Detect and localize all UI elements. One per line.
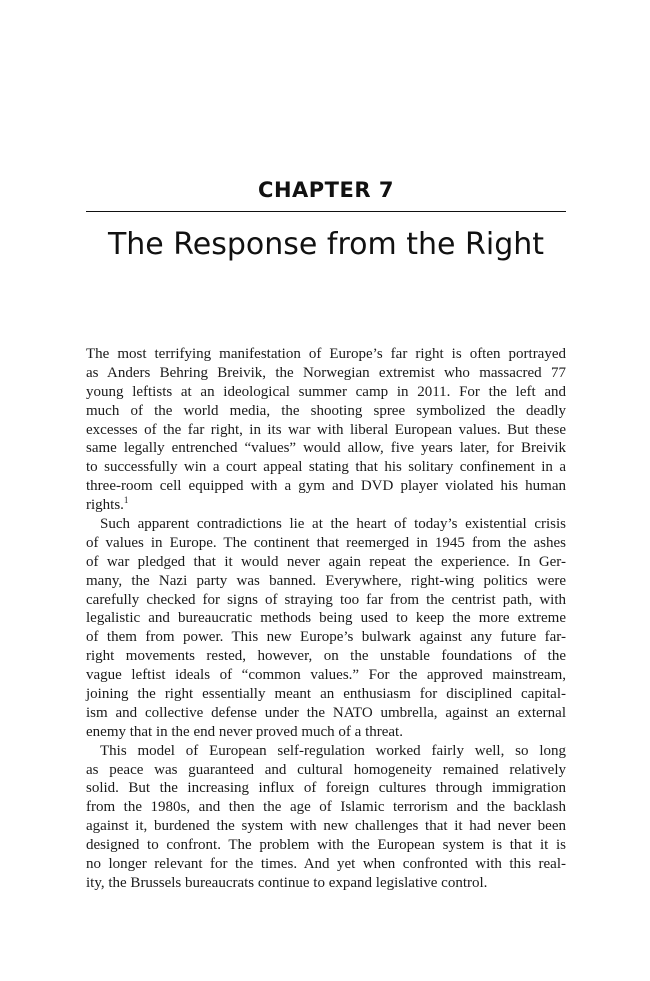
text-line: to successfully win a court appeal stating that his solitary confinement in a	[86, 459, 566, 476]
text-line: right movements rested, however, on the unstable foundations of the	[86, 648, 566, 665]
text-line: of values in Europe. The continent that reemerged in 1945 from the ashes	[86, 534, 566, 551]
text-line: joining the right essentially meant an enthusiasm for disciplined capital-	[86, 686, 566, 703]
text-line: from the 1980s, and then the age of Islamic terrorism and the backlash	[86, 799, 566, 816]
text-line: This model of European self-regulation worked fairly well, so long	[100, 742, 566, 759]
text-line: legalistic and bureaucratic methods being used to keep the more extreme	[86, 610, 566, 627]
text-line: no longer relevant for the times. And yet when confronted with this real-	[86, 856, 566, 873]
text-line-content: rights.	[86, 497, 124, 514]
text-line: as peace was guaranteed and cultural homogeneity remained relatively	[86, 761, 566, 778]
paragraph-1	[86, 345, 566, 515]
text-line: The most terrifying manifestation of Europe’s far right is often portrayed	[86, 346, 566, 362]
text-line: designed to confront. The problem with the European system is that it is	[86, 837, 566, 854]
text-line: three-room cell equipped with a gym and DVD player violated his human	[86, 478, 566, 495]
text-line: enemy that in the end never proved much of a threat.	[86, 723, 403, 740]
chapter-number: CHAPTER 7	[258, 178, 394, 202]
paragraph-3	[86, 742, 566, 893]
footnote-marker: 1	[123, 495, 129, 506]
text-line: young leftists at an ideological summer camp in 2011. For the left and	[86, 383, 566, 400]
text-line: same legally entrenched “values” would allow, five years later, for Breivik	[86, 440, 566, 457]
text-line: solid. But the increasing influx of foreign cultures through immigration	[86, 780, 566, 797]
text-line: of war pledged that it would never again repeat the experience. In Ger-	[86, 553, 566, 570]
text-line: carefully checked for signs of straying too far from the centrist path, with	[86, 591, 566, 608]
text-line: many, the Nazi party was banned. Everywhere, right-wing politics were	[86, 572, 566, 589]
text-line: of them from power. This new Europe’s bulwark against any future far-	[86, 629, 566, 646]
text-line	[86, 496, 566, 515]
text-line: ity, the Brussels bureaucrats continue to expand legislative control.	[86, 874, 488, 891]
text-line: excesses of the far right, in its war with liberal European values. But these	[86, 421, 566, 438]
text-line: against it, burdened the system with new challenges that it had never been	[86, 818, 566, 835]
text-line: vague leftist ideals of “common values.” For the approved mainstream,	[86, 667, 566, 684]
text-line: ism and collective defense under the NATO umbrella, against an external	[86, 704, 566, 721]
text-line: much of the world media, the shooting spree symbolized the deadly	[86, 402, 566, 419]
text-line: Such apparent contradictions lie at the heart of today’s existential crisis	[100, 516, 566, 533]
chapter-divider	[86, 211, 566, 212]
text-line: as Anders Behring Breivik, the Norwegian extremist who massacred 77	[86, 364, 566, 381]
chapter-title: The Response from the Right	[107, 227, 545, 262]
chapter-body	[86, 345, 566, 893]
paragraph-2	[86, 515, 566, 742]
